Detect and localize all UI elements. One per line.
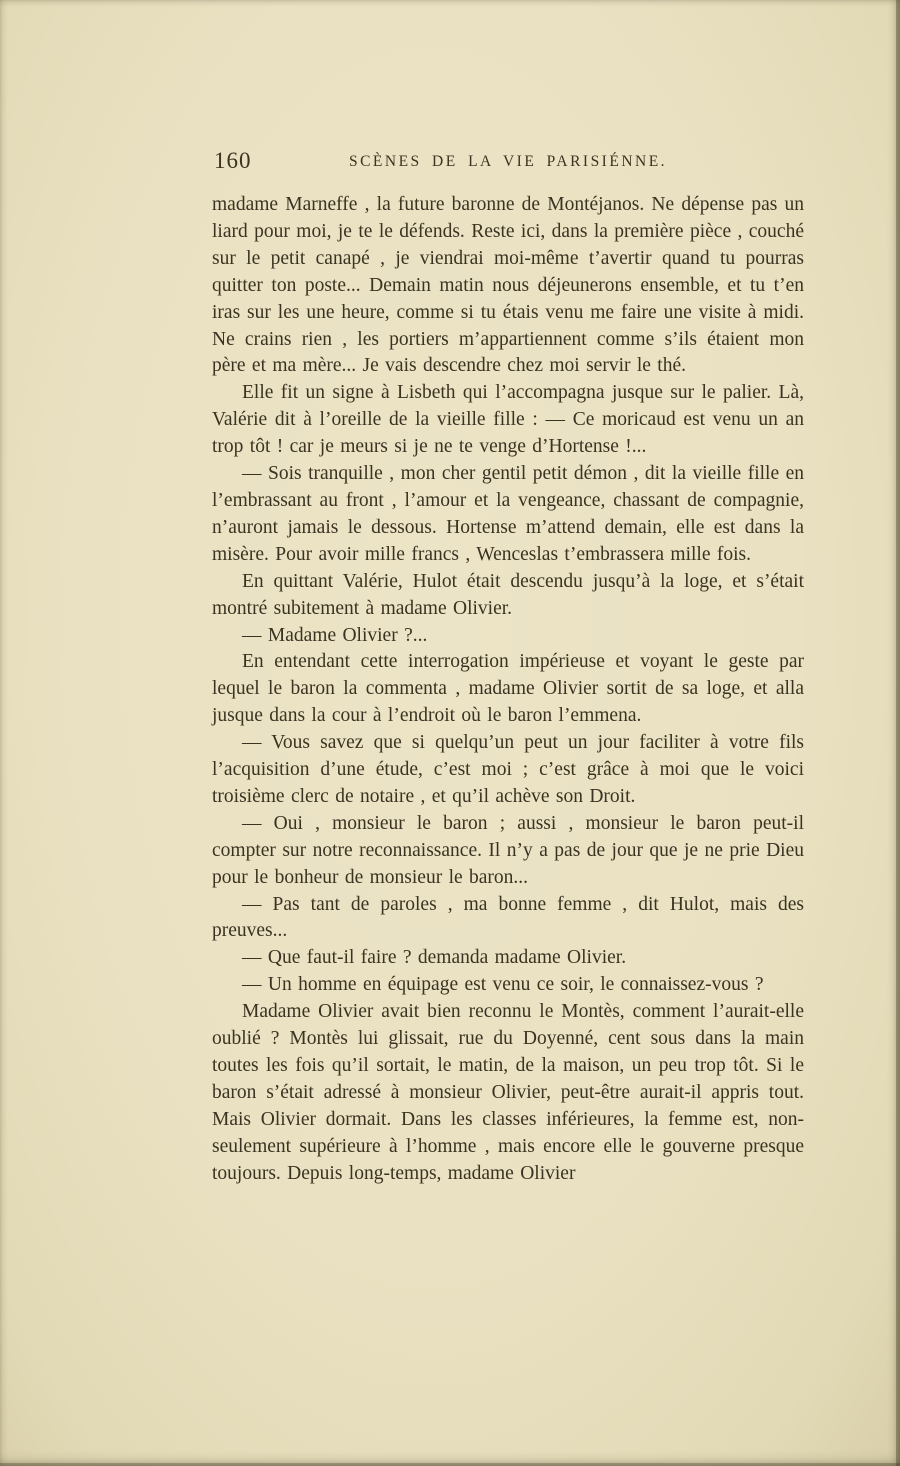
page-header	[212, 146, 804, 180]
text-block	[212, 146, 804, 1188]
paragraph: madame Marneffe , la future baronne de Montéjanos. Ne dépense pas un liard pour moi, je te le défends. Reste ici, dans la première pièce , couché sur le petit canapé , je viendrai moi-même t’avertir quand tu pourras quitter ton poste... Demain matin nous déjeunerons ensemble, et tu t’en iras sur les une heure, comme si tu étais venu me faire une visite à midi. Ne crains rien , les portiers m’appartiennent comme s’ils étaient mon père et ma mère... Je vais descendre chez moi servir le thé.	[212, 194, 804, 377]
paragraph: Madame Olivier avait bien reconnu le Montès, comment l’aurait-elle oublié ? Montès lui glissait, rue du Doyenné, cent sous dans la main toutes les fois qu’il sortait, le matin, de la maison, un peu trop tôt. Si le baron s’était adressé à monsieur Olivier, peut-être aurait-il appris tout. Mais Olivier dormait. Dans les classes inférieures, la femme est, non-seulement supérieure à l’homme , mais encore elle le gouverne presque toujours. Depuis long-temps, madame Olivier	[212, 1001, 804, 1184]
page-body	[212, 192, 804, 1188]
paragraph: — Madame Olivier ?...	[242, 624, 428, 646]
paragraph: — Que faut-il faire ? demanda madame Olivier.	[242, 947, 627, 969]
paragraph: En quittant Valérie, Hulot était descendu jusqu’à la loge, et s’était montré subitement à madame Olivier.	[212, 570, 804, 619]
paragraph: — Pas tant de paroles , ma bonne femme , dit Hulot, mais des preuves...	[212, 893, 804, 942]
paragraph: En entendant cette interrogation impérieuse et voyant le geste par lequel le baron la commenta , madame Olivier sortit de sa loge, et alla jusque dans la cour à l’endroit où le baron l’emmena.	[212, 651, 804, 727]
paragraph: — Un homme en équipage est venu ce soir, le connaissez-vous ?	[242, 974, 764, 996]
running-title: SCÈNES DE LA VIE PARISIÉNNE.	[348, 153, 668, 170]
paragraph: — Vous savez que si quelqu’un peut un jour faciliter à votre fils l’acquisition d’une étude, c’est moi ; c’est grâce à moi que le voici troisième clerc de notaire , et qu’il achève son Droit.	[212, 732, 804, 807]
paragraph: — Oui , monsieur le baron ; aussi , monsieur le baron peut-il compter sur notre reconnaissance. Il n’y a pas de jour que je ne prie Dieu pour le bonheur de monsieur le baron...	[212, 812, 804, 888]
page-edge-shadow-right	[896, 0, 900, 1466]
paragraph: Elle fit un signe à Lisbeth qui l’accompagna jusque sur le palier. Là, Valérie dit à l’oreille de la vieille fille : — Ce moricaud est venu un an trop tôt ! car je meurs si je ne te venge d’Hortense !...	[212, 382, 804, 458]
page-number: 160	[214, 148, 252, 173]
paragraph: — Sois tranquille , mon cher gentil petit démon , dit la vieille fille en l’embrassant au front , l’amour et la vengeance, chassant de compagnie, n’auront jamais le dessous. Hortense m’attend demain, elle est dans la misère. Pour avoir mille francs , Wenceslas t’embrassera mille fois.	[212, 463, 804, 565]
